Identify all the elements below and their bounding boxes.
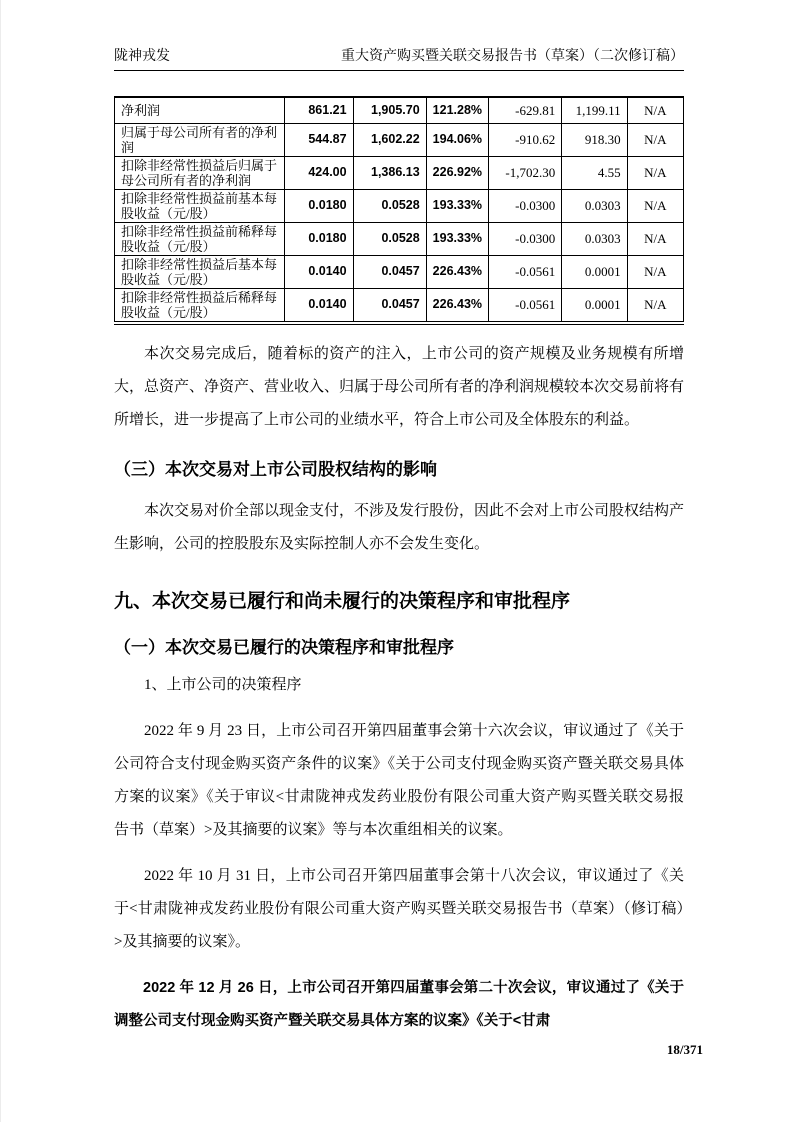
cell-value: 0.0140 [284,288,353,323]
cell-value: 1,199.11 [562,97,627,123]
cell-value: -0.0561 [489,288,562,323]
paragraph-equity-structure: 本次交易对价全部以现金支付，不涉及发行股份，因此不会对上市公司股权结构产生影响，公司的控股股东及实际控制人亦不会发生变化。 [114,502,685,552]
page-header [114,46,684,71]
cell-value: 0.0528 [353,222,426,255]
heading-section-nine: 九、本次交易已履行和尚未履行的决策程序和审批程序 [114,590,571,612]
cell-value: 1,602.22 [353,123,426,156]
cell-value: 0.0180 [284,189,353,222]
cell-value: 544.87 [284,123,353,156]
cell-value: N/A [627,255,683,288]
row-label: 扣除非经常性损益前基本每股收益（元/股） [115,189,285,222]
cell-value: 226.43% [426,288,488,323]
paragraph-board-meeting-dec26: 2022 年 12 月 26 日，上市公司召开第四届董事会第二十次会议，审议通过了《关于调整公司支付现金购买资产暨关联交易具体方案的议案》《关于<甘肃 [114,979,684,1029]
table-row [115,255,684,288]
cell-value: 193.33% [426,222,488,255]
cell-value: 226.43% [426,255,488,288]
cell-value: 0.0528 [353,189,426,222]
cell-value: 121.28% [426,97,488,123]
sub-item-decision-procedure: 1、上市公司的决策程序 [144,676,302,693]
cell-value: -629.81 [489,97,562,123]
cell-value: 226.92% [426,156,488,189]
page-number: 18/371 [666,1041,703,1057]
table-row [115,156,684,189]
cell-value: 194.06% [426,123,488,156]
cell-value: 918.30 [562,123,627,156]
table-row [115,123,684,156]
cell-value: 0.0303 [562,189,627,222]
cell-value: 0.0180 [284,222,353,255]
cell-value: 424.00 [284,156,353,189]
cell-value: -0.0300 [489,189,562,222]
table-row [115,97,684,123]
cell-value: N/A [627,288,683,323]
cell-value: 1,386.13 [353,156,426,189]
row-label: 扣除非经常性损益后基本每股收益（元/股） [115,255,285,288]
document-page [1,0,793,1122]
cell-value: N/A [627,222,683,255]
cell-value: 0.0001 [562,255,627,288]
cell-value: 0.0303 [562,222,627,255]
cell-value: 193.33% [426,189,488,222]
table-row [115,189,684,222]
cell-value: 0.0140 [284,255,353,288]
cell-value: -1,702.30 [489,156,562,189]
row-label: 扣除非经常性损益前稀释每股收益（元/股） [115,222,285,255]
paragraph-board-meeting-sep23: 2022 年 9 月 23 日，上市公司召开第四届董事会第十六次会议，审议通过了《关于公司符合支付现金购买资产条件的议案》《关于公司支付现金购买资产暨关联交易具体方案的议案》《关于审议<甘肃陇神戎发药业股份有限公司重大资产购买暨关联交易报告书（草案）>及其摘要的议案》等与本次重组相关的议案。 [114,722,684,838]
paragraph-board-meeting-oct31: 2022 年 10 月 31 日，上市公司召开第四届董事会第十八次会议，审议通过了《关于<甘肃陇神戎发药业股份有限公司重大资产购买暨关联交易报告书（草案）（修订稿）>及其摘要的议案》。 [114,867,684,950]
financial-indicators-table [114,96,684,325]
cell-value: N/A [627,97,683,123]
table-row [115,222,684,255]
cell-value: -0.0561 [489,255,562,288]
paragraph-transaction-effect: 本次交易完成后，随着标的资产的注入，上市公司的资产规模及业务规模有所增大，总资产、净资产、营业收入、归属于母公司所有者的净利润规模较本次交易前将有所增长，进一步提高了上市公司的业绩水平，符合上市公司及全体股东的利益。 [114,345,685,428]
cell-value: 0.0001 [562,288,627,323]
cell-value: 861.21 [284,97,353,123]
cell-value: -0.0300 [489,222,562,255]
cell-value: 4.55 [562,156,627,189]
cell-value: N/A [627,189,683,222]
heading-equity-structure: （三）本次交易对上市公司股权结构的影响 [114,459,437,479]
cell-value: N/A [627,123,683,156]
row-label: 净利润 [115,97,285,123]
table-row [115,288,684,323]
heading-subsection-one: （一）本次交易已履行的决策程序和审批程序 [114,637,454,657]
row-label: 扣除非经常性损益后归属于母公司所有者的净利润 [115,156,285,189]
cell-value: 1,905.70 [353,97,426,123]
header-document-title: 重大资产购买暨关联交易报告书（草案）（二次修订稿） [341,49,684,64]
header-company-name: 陇神戎发 [114,49,170,64]
row-label: 归属于母公司所有者的净利润 [115,123,285,156]
cell-value: 0.0457 [353,255,426,288]
cell-value: N/A [627,156,683,189]
cell-value: 0.0457 [353,288,426,323]
row-label: 扣除非经常性损益后稀释每股收益（元/股） [115,288,285,323]
cell-value: -910.62 [489,123,562,156]
